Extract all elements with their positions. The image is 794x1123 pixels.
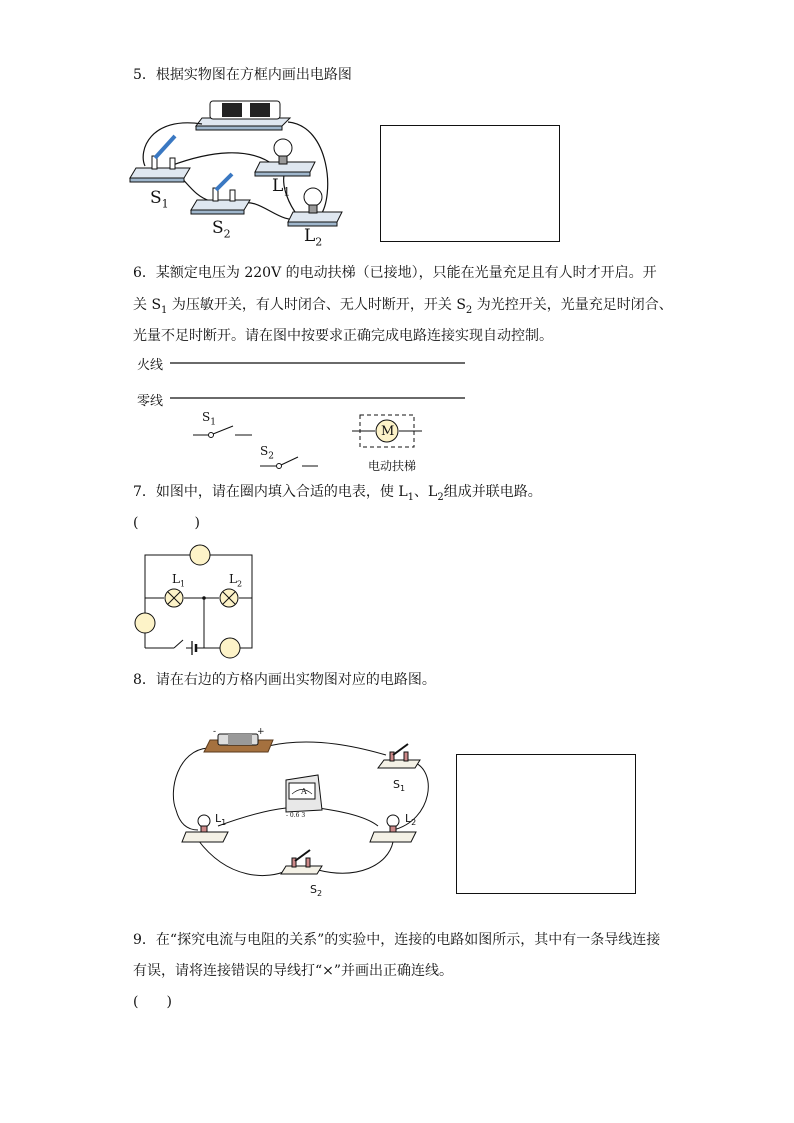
battery-holder (196, 101, 290, 130)
zero-wire-label: 零线 (137, 394, 164, 409)
question-6-line-1: 6．某额定电压为 220V 的电动扶梯（已接地），只能在光量充足且有人时才开启。开 (133, 265, 657, 281)
q7-battery (190, 641, 204, 655)
question-6-line-2: 关 $S_1$ 为压敏开关，有人时闭合、无人时断开，开关 $S_2$ 为光控开关，光量充足时闭合、 (133, 297, 673, 316)
question-7-text: 7．如图中，请在圈内填入合适的电表，使 $L_1$、$L_2$组成并联电路。 (133, 484, 542, 503)
q8-battery-plus: + (257, 727, 265, 737)
question-8-text: 8．请在右边的方格内画出实物图对应的电路图。 (133, 672, 436, 688)
q8-ammeter-scale: - 0.6 3 (286, 812, 306, 819)
q5-l1-label: $L_1$ (272, 176, 291, 199)
q7-circuit-figure (130, 540, 260, 658)
meter-circle-top[interactable] (190, 545, 210, 565)
switch-s2 (191, 174, 250, 214)
meter-circle-bottom-right[interactable] (220, 638, 240, 658)
meter-circle-left[interactable] (135, 613, 155, 633)
question-9-answer-paren[interactable]: ( ) (133, 994, 172, 1010)
q6-circuit-figure (130, 355, 470, 475)
question-5-text: 5．根据实物图在方框内画出电路图 (133, 67, 352, 83)
q5-l2-label: $L_2$ (304, 226, 323, 249)
q7-l1-label: $L_1$ (172, 572, 186, 589)
q7-l2-label: $L_2$ (229, 572, 243, 589)
escalator-label: 电动扶梯 (368, 459, 417, 473)
lamp-l2 (288, 188, 342, 226)
switch-s1-symbol (193, 426, 252, 438)
q8-l2-label: $L_2$ (405, 812, 417, 828)
q8-s2-label: $S_2$ (310, 883, 323, 899)
question-7-answer-paren[interactable]: ( ) (133, 515, 200, 531)
q6-s1-label: $S_1$ (202, 410, 216, 428)
question-9-line-1: 9．在“探究电流与电阻的关系”的实验中，连接的电路如图所示，其中有一条导线连接 (133, 932, 661, 948)
lamp-l1-symbol (165, 589, 183, 607)
q5-s1-label: $S_1$ (150, 188, 169, 211)
q7-switch (167, 640, 190, 648)
q8-switch-s1 (378, 744, 420, 768)
fire-wire-label: 火线 (137, 358, 164, 373)
q5-answer-box[interactable] (380, 125, 560, 242)
q8-battery-minus: - (213, 727, 217, 737)
q8-switch-s2 (281, 850, 322, 874)
q8-ammeter-label: A (301, 787, 307, 796)
lamp-l2-symbol (220, 589, 238, 607)
q8-s1-label: $S_1$ (393, 778, 406, 794)
question-9-line-2: 有误，请将连接错误的导线打“×”并画出正确连线。 (133, 963, 454, 979)
q6-s2-label: $S_2$ (260, 444, 274, 462)
q5-s2-label: $S_2$ (212, 218, 231, 241)
lamp-l1 (255, 139, 315, 176)
q8-l1-label: $L_1$ (215, 812, 227, 828)
motor-m-label: M (381, 424, 395, 439)
q8-answer-box[interactable] (456, 754, 636, 894)
question-6-line-3: 光量不足时断开。请在图中按要求正确完成电路连接实现自动控制。 (133, 328, 553, 344)
switch-s1 (130, 136, 190, 182)
